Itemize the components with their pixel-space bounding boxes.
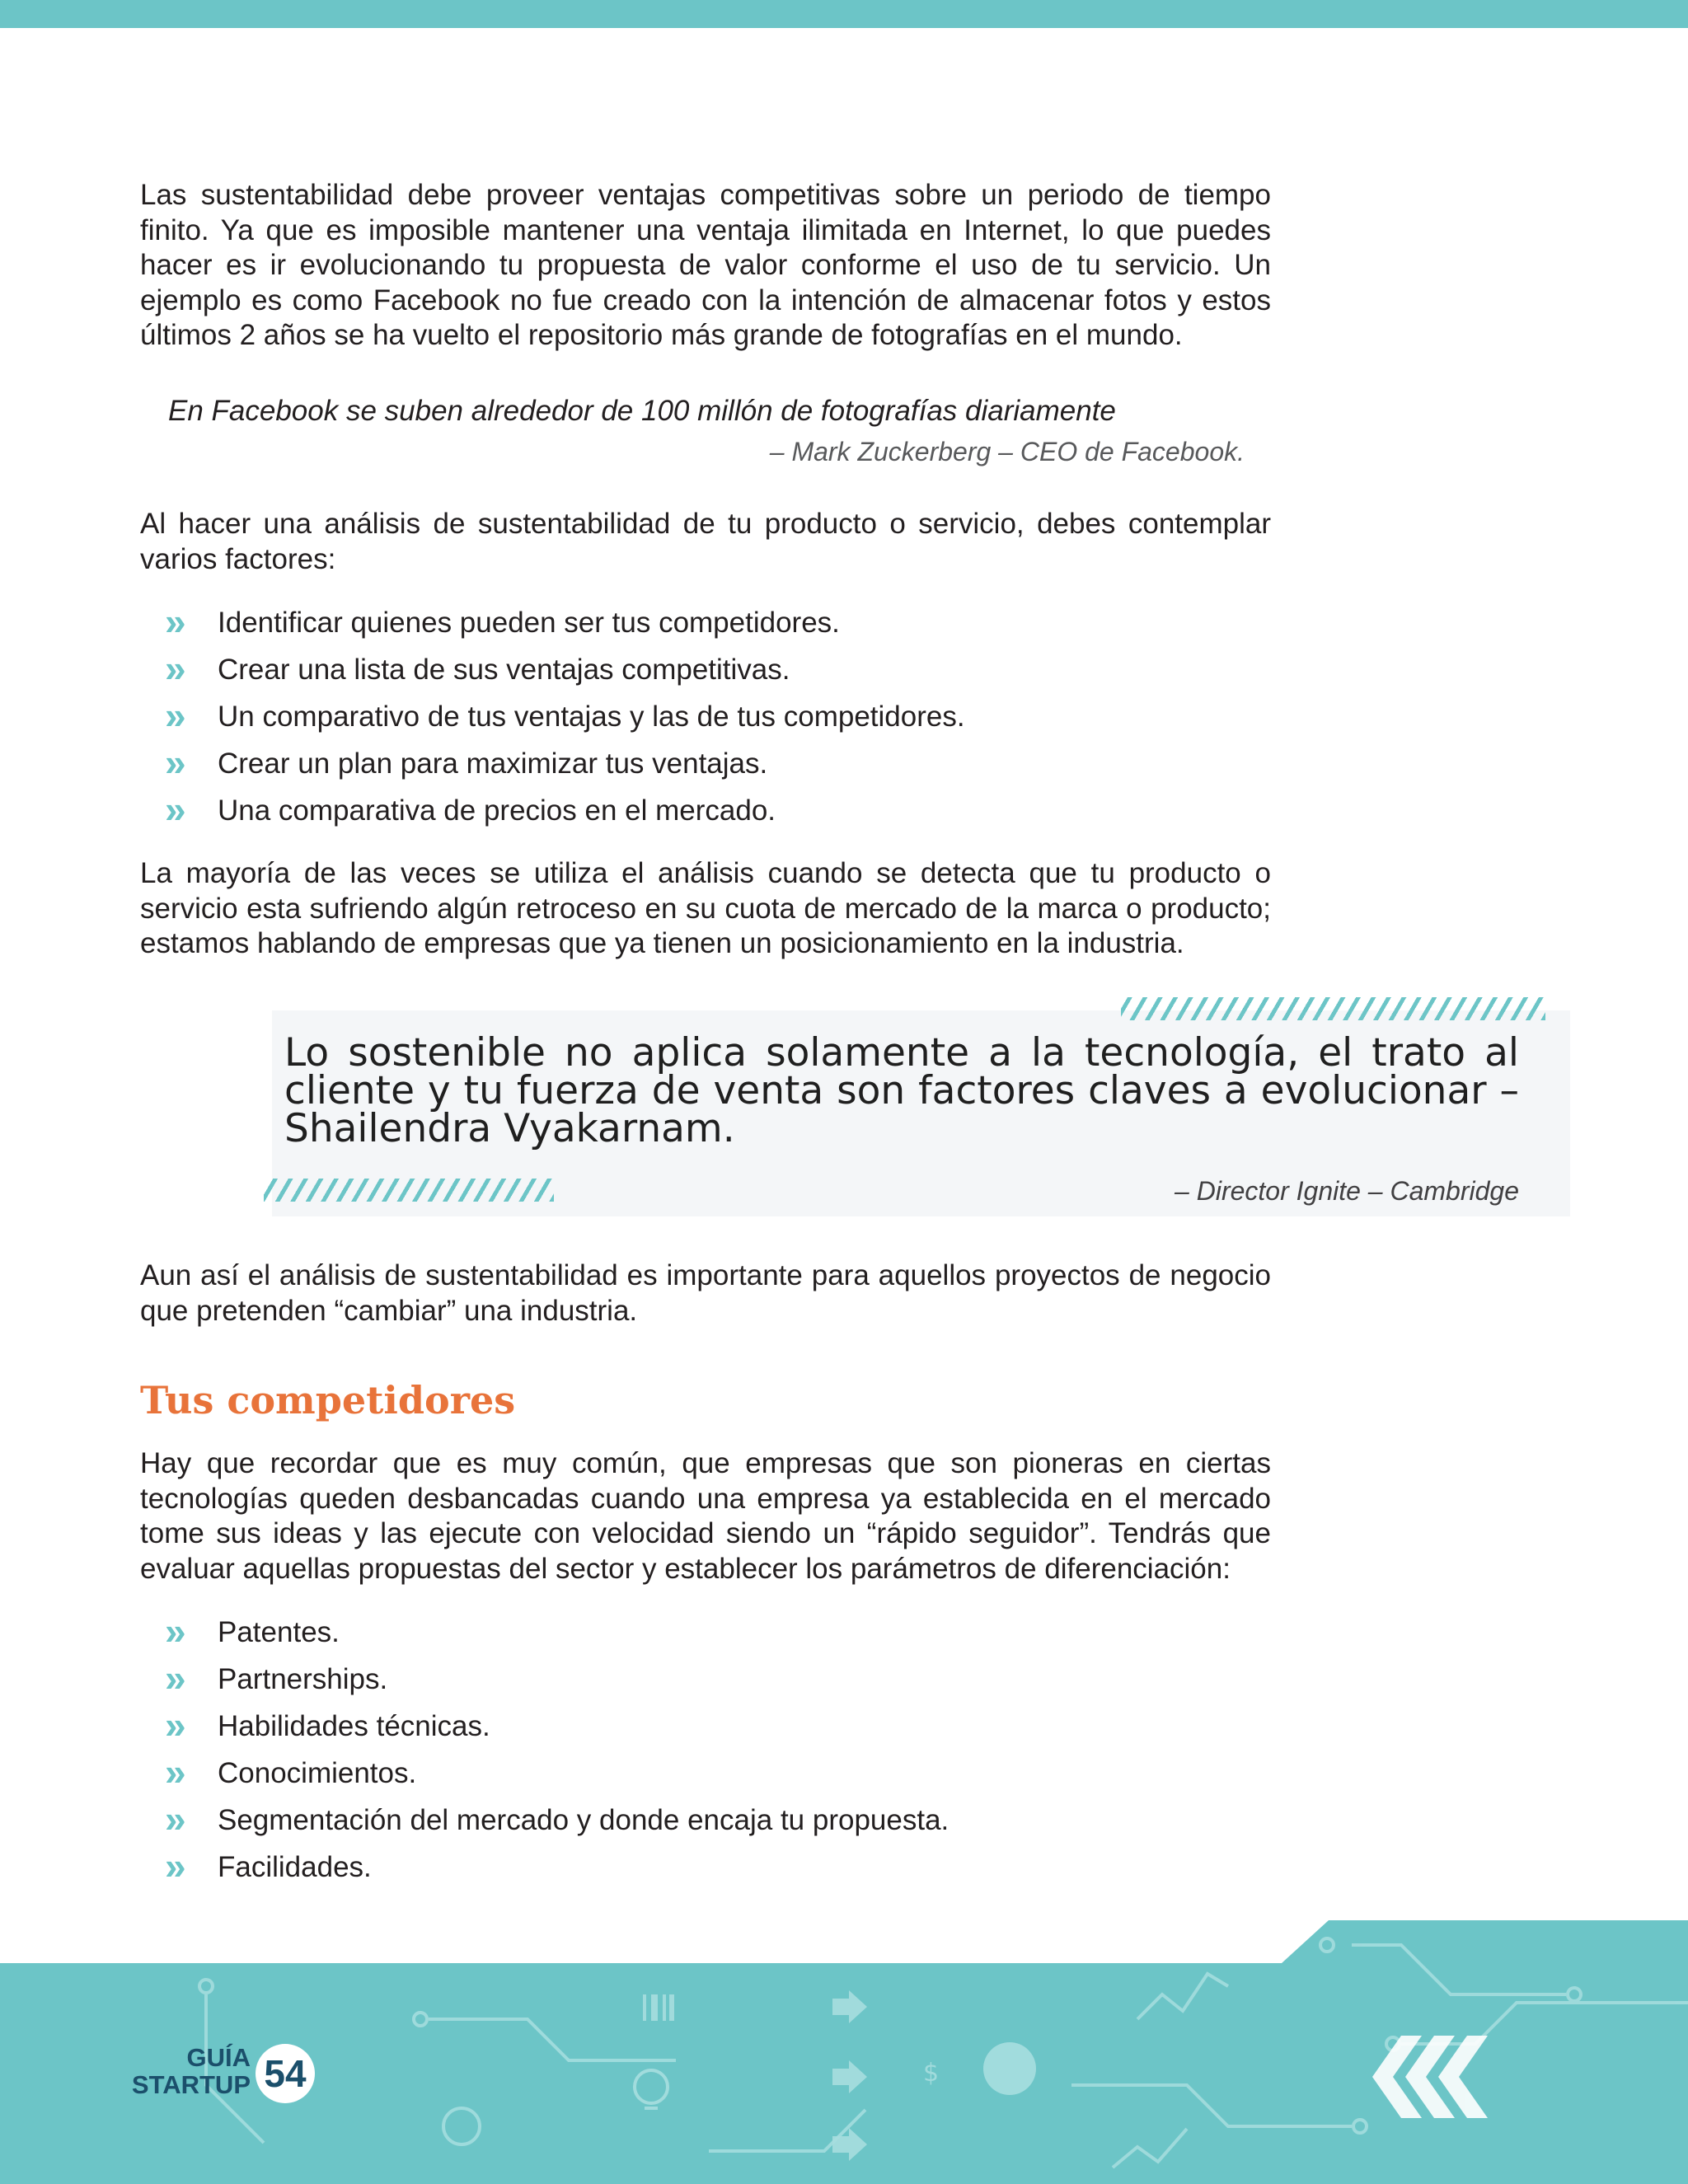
chevron-double-right-icon: » bbox=[165, 1844, 186, 1887]
chevron-double-right-icon: » bbox=[165, 1704, 186, 1746]
footer-circuit-band bbox=[0, 1920, 1688, 2184]
list-item: » Facilidades. bbox=[165, 1844, 949, 1891]
list-item: » Conocimientos. bbox=[165, 1750, 949, 1797]
list-item: » Habilidades técnicas. bbox=[165, 1703, 949, 1750]
chevron-double-right-icon: » bbox=[165, 600, 186, 643]
list-item: » Crear un plan para maximizar tus ventajas. bbox=[165, 740, 965, 787]
pull-quote-attribution: – Director Ignite – Cambridge bbox=[1175, 1176, 1519, 1206]
hatch-decoration-top bbox=[1121, 997, 1545, 1020]
factors-list bbox=[165, 599, 965, 834]
paragraph-competitors: Hay que recordar que es muy común, que empresas que son pioneras en ciertas tecnologías queden desbancadas cuando una empresa ya establecida en el mercado tome sus ideas y las ejecute con velocidad siendo un “rápido seguidor”. Tendrás que evaluar aquellas propuestas del sector y establecer los parámetros de diferenciación: bbox=[140, 1447, 1271, 1585]
list-item: » Partnerships. bbox=[165, 1656, 949, 1703]
section-heading-competitors: Tus competidores bbox=[140, 1378, 516, 1422]
chevron-double-right-icon: » bbox=[165, 1610, 186, 1652]
chevron-double-right-icon: » bbox=[165, 647, 186, 690]
list-item: » Patentes. bbox=[165, 1609, 949, 1656]
hatch-decoration-bottom bbox=[264, 1179, 554, 1202]
paragraph-intro: Las sustentabilidad debe proveer ventajas competitivas sobre un periodo de tiempo finito. Ya que es imposible mantener una ventaja ilimitada en Internet, lo que puedes hacer es ir evolucionando tu propuesta de valor conforme el uso de tu servicio. Un ejemplo es como Facebook no fue creado con la intención de almacenar fotos y estos últimos 2 años se ha vuelto el repositorio más grande de fotografías en el mundo. bbox=[140, 179, 1271, 351]
paragraph-market-share: La mayoría de las veces se utiliza el análisis cuando se detecta que tu producto o servicio esta sufriendo algún retroceso en su cuota de mercado de la marca o producto; estamos hablando de empresas que ya tienen un posicionamiento en la industria. bbox=[140, 857, 1271, 959]
list-item: » Un comparativo de tus ventajas y las de tus competidores. bbox=[165, 693, 965, 740]
svg-text:$: $ bbox=[923, 2059, 940, 2088]
chevron-double-right-icon: » bbox=[165, 741, 186, 784]
chevron-double-right-icon: » bbox=[165, 1750, 186, 1793]
list-item: » Segmentación del mercado y donde encaja tu propuesta. bbox=[165, 1797, 949, 1844]
list-item: » Crear una lista de sus ventajas competitivas. bbox=[165, 646, 965, 693]
list-item: » Una comparativa de precios en el mercado. bbox=[165, 787, 965, 834]
chevron-double-right-icon: » bbox=[165, 788, 186, 831]
quote-facebook-attribution: – Mark Zuckerberg – CEO de Facebook. bbox=[769, 437, 1245, 466]
chevron-double-right-icon: » bbox=[165, 1657, 186, 1699]
differentiation-list bbox=[165, 1609, 949, 1891]
paragraph-industry-change: Aun así el análisis de sustentabilidad es importante para aquellos proyectos de negocio que pretenden “cambiar” una industria. bbox=[140, 1259, 1271, 1327]
quote-facebook: En Facebook se suben alrededor de 100 millón de fotografías diariamente bbox=[168, 395, 1116, 427]
paragraph-factors-intro: Al hacer una análisis de sustentabilidad de tu producto o servicio, debes contemplar varios factores: bbox=[140, 508, 1271, 575]
chevron-double-right-icon: » bbox=[165, 694, 186, 737]
pull-quote-text: Lo sostenible no aplica solamente a la tecnología, el trato al cliente y tu fuerza de venta son factores claves a evolucionar – Shailendra Vyakarnam. bbox=[284, 1030, 1519, 1151]
footer-guide-label: GUÍA STARTUP bbox=[131, 2043, 251, 2099]
page-number: 54 bbox=[256, 2044, 315, 2103]
top-accent-bar bbox=[0, 0, 1688, 28]
chevron-double-right-icon: » bbox=[165, 1797, 186, 1840]
list-item: » Identificar quienes pueden ser tus competidores. bbox=[165, 599, 965, 646]
